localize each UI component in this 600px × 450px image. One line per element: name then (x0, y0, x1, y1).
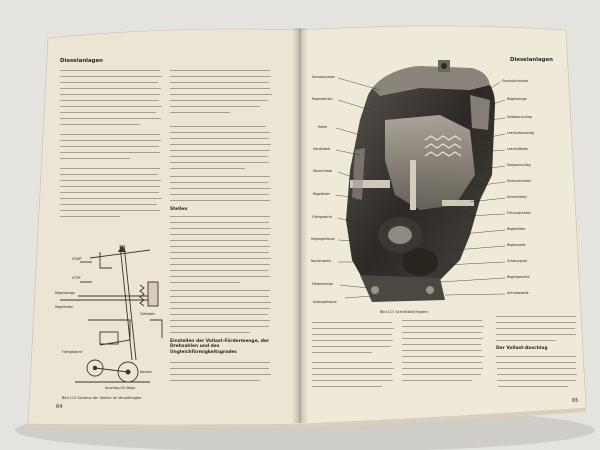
callout-left-7: Reglergehäuse (311, 237, 335, 241)
diagram-label-stop: STOP (72, 276, 81, 280)
diagram-label-fliehgewicht: Fliehgewicht (62, 350, 83, 354)
left-page-number: 64 (56, 404, 63, 410)
callout-left-1: Reglerdeckel (312, 97, 333, 101)
callout-left-9: Fördermenge (312, 282, 334, 286)
callout-right-3: Leerlaufanschlag (507, 131, 535, 135)
diagram-label-regelstange: Regelstange (55, 291, 75, 295)
callout-right-7: Anlenkhebel (507, 195, 527, 199)
callout-right-9: Reglerfeder (507, 227, 526, 231)
right-page-number: 65 (572, 398, 579, 404)
callout-right-6: Zwischenhebel (507, 179, 531, 183)
right-subhead-vollast-anschlag: Der Vollast-Anschlag (496, 346, 548, 351)
callout-right-1: Regelstange (507, 97, 527, 101)
diagram-label-regelhebel: Regelhebel (55, 305, 73, 309)
callout-left-6: Fliehgewicht (312, 215, 333, 219)
callout-right-5: Stoppanschlag (507, 163, 531, 167)
left-subhead-stellen: Stellen (170, 207, 188, 212)
left-figure-caption: Bild 112 Schema der Stellen im Verstellregler (62, 396, 142, 400)
callout-left-0: Vorsatzpumpe (312, 75, 335, 79)
diagram-label-anschlag: Anschlag für Stopp (105, 386, 136, 390)
callout-left-5: Regelfeder (313, 192, 331, 196)
left-page-header: Dieselanlagen (60, 58, 104, 64)
callout-left-10: Kurbelgehäuse (313, 300, 337, 304)
callout-left-8: Nockenwelle (311, 259, 332, 263)
diagram-label-nocken: Nocken (140, 370, 152, 374)
callout-right-0: Einstellschraube (502, 79, 529, 83)
callout-right-4: Leerlauffeder (507, 147, 529, 151)
callout-left-4: Steuerhebel (313, 169, 333, 173)
left-heading-vollast: Einstellen der Vollast-Fördermenge, der Drehzahlen und des Ungleichförmigkeitsgrades (170, 339, 270, 355)
diagram-label-start: START (72, 257, 82, 261)
callout-right-10: Reglerwelle (507, 243, 526, 247)
callout-right-13: Antriebswelle (507, 291, 529, 295)
callout-right-11: Schwungrad (507, 259, 527, 263)
callout-left-2: Hebel (318, 125, 328, 129)
callout-right-12: Reglergewicht (507, 275, 530, 279)
callout-right-2: Vollastanschlag (507, 115, 532, 119)
diagram-label-gleitstein: Gleitstein (140, 312, 156, 316)
right-page-header: Dieselanlagen (510, 57, 554, 63)
callout-right-8: Führungshebel (507, 211, 531, 215)
right-figure-caption: Bild 113 Schnittbild Reglers (380, 310, 429, 314)
callout-left-3: Handhebel (313, 147, 331, 151)
